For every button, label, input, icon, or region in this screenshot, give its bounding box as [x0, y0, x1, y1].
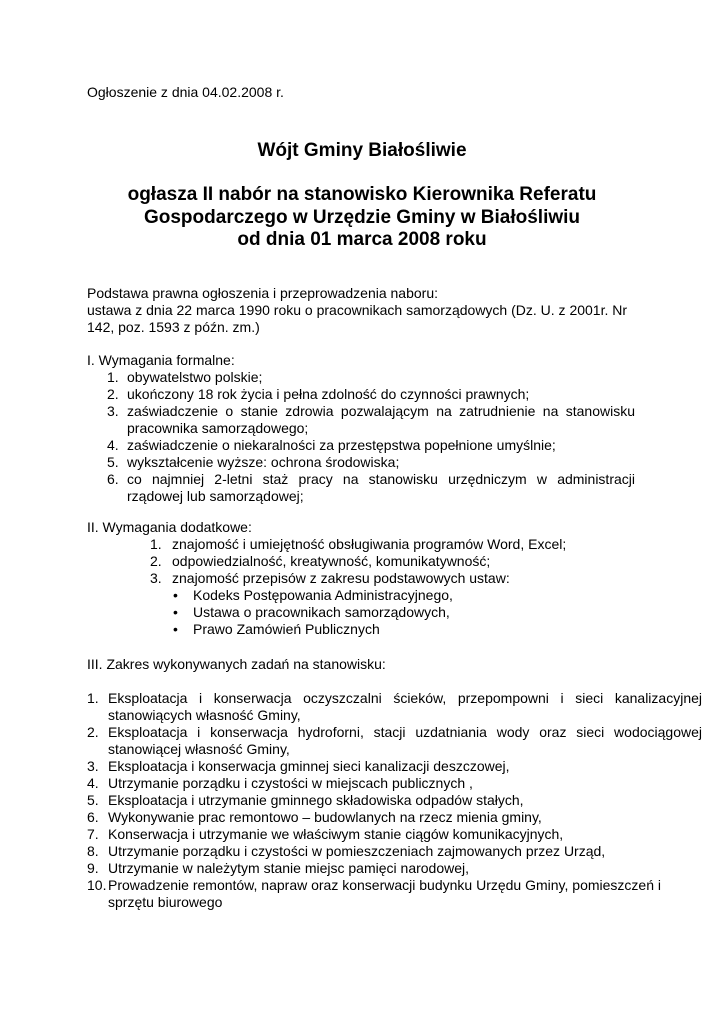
list-number: 1.: [107, 369, 119, 385]
list-item-text: odpowiedzialność, kreatywność, komunikatywność;: [172, 553, 491, 569]
list-number: 8.: [87, 843, 99, 859]
list-number: 3.: [87, 758, 99, 774]
list-item-text: znajomość i umiejętność obsługiwania programów Word, Excel;: [172, 536, 567, 552]
list-item-text: co najmniej 2-letni staż pracy na stanowisku urzędniczym w administracji rządowej lub samorządowej;: [127, 471, 635, 504]
list-number: 2.: [107, 386, 119, 402]
announcement-date: Ogłoszenie z dnia 04.02.2008 r.: [87, 84, 284, 100]
list-item: [87, 860, 702, 877]
bullet-icon: •: [173, 621, 178, 637]
list-number: 7.: [87, 826, 99, 842]
list-item: [87, 553, 635, 570]
bullet-item-text: Kodeks Postępowania Administracyjnego,: [193, 587, 453, 603]
job-duties-list: [87, 690, 702, 911]
list-item: [87, 570, 635, 587]
document-subtitle: [60, 184, 664, 252]
list-number: 4.: [87, 775, 99, 791]
list-item: [87, 877, 702, 911]
list-number: 2.: [150, 553, 162, 569]
list-number: 3.: [107, 403, 119, 419]
bullet-icon: •: [173, 587, 178, 603]
list-item-text: znajomość przepisów z zakresu podstawowych ustaw:: [172, 570, 510, 586]
list-item-text: Eksploatacja i utrzymanie gminnego składowiska odpadów stałych,: [108, 792, 524, 808]
legal-basis: [87, 285, 635, 336]
list-number: 9.: [87, 860, 99, 876]
list-item-text: Eksploatacja i konserwacja oczyszczalni ścieków, przepompowni i sieci kanalizacyjnej stanowiących własność Gminy,: [108, 690, 702, 723]
list-number: 1.: [150, 536, 162, 552]
section-heading: I. Wymagania formalne:: [87, 352, 235, 368]
list-item: [87, 454, 635, 471]
section-heading: II. Wymagania dodatkowe:: [87, 519, 252, 535]
list-number: 6.: [107, 471, 119, 487]
list-number: 1.: [87, 690, 99, 706]
list-number: 10.: [87, 877, 107, 893]
list-item: [87, 536, 635, 553]
list-item: [87, 775, 702, 792]
document-title: Wójt Gminy Białośliwie: [257, 140, 467, 161]
list-item-text: obywatelstwo polskie;: [127, 369, 263, 385]
list-item: [87, 690, 702, 724]
bullet-item-text: Ustawa o pracownikach samorządowych,: [193, 604, 450, 620]
bullet-item: [87, 621, 635, 638]
bullet-item: [87, 604, 635, 621]
subtitle-line: ogłasza II nabór na stanowisko Kierownika Referatu: [127, 184, 597, 205]
list-number: 2.: [87, 724, 99, 740]
list-item-text: Eksploatacja i konserwacja hydroforni, stacji uzdatniania wody oraz sieci wodociągowej stanowiącej własność Gminy,: [108, 724, 702, 757]
list-item-text: Utrzymanie w należytym stanie miejsc pamięci narodowej,: [108, 860, 470, 876]
bullet-item: [87, 587, 635, 604]
list-item-text: Eksploatacja i konserwacja gminnej sieci kanalizacji deszczowej,: [108, 758, 510, 774]
list-item: [87, 437, 635, 454]
list-number: 5.: [107, 454, 119, 470]
list-item-text: Prowadzenie remontów, napraw oraz konserwacji budynku Urzędu Gminy, pomieszczeń i sprzętu biurowego: [108, 877, 661, 910]
statutes-bullet-list: [87, 587, 635, 638]
list-item: [87, 826, 702, 843]
list-item-text: zaświadczenie o niekaralności za przestępstwa popełnione umyślnie;: [127, 437, 556, 453]
list-item: [87, 369, 635, 386]
bullet-icon: •: [173, 604, 178, 620]
list-item-text: Wykonywanie prac remontowo – budowlanych na rzecz mienia gminy,: [108, 809, 542, 825]
list-item-text: Utrzymanie porządku i czystości w pomieszczeniach zajmowanych przez Urząd,: [108, 843, 606, 859]
section-additional-requirements: [87, 519, 635, 638]
list-item-text: Konserwacja i utrzymanie we właściwym stanie ciągów komunikacyjnych,: [108, 826, 564, 842]
subtitle-line: Gospodarczego w Urzędzie Gminy w Białośliwiu: [143, 206, 581, 228]
list-item-text: Utrzymanie porządku i czystości w miejscach publicznych ,: [108, 775, 473, 791]
list-item: [87, 809, 702, 826]
additional-requirements-list: [87, 536, 635, 587]
list-item: [87, 792, 702, 809]
list-number: 4.: [107, 437, 119, 453]
section-job-duties: [87, 656, 702, 911]
section-heading: III. Zakres wykonywanych zadań na stanowisku:: [87, 656, 386, 672]
list-item: [87, 471, 635, 505]
list-item-text: wykształcenie wyższe: ochrona środowiska;: [127, 454, 400, 470]
bullet-item-text: Prawo Zamówień Publicznych: [193, 621, 380, 637]
legal-basis-text: ustawa z dnia 22 marca 1990 roku o pracownikach samorządowych (Dz. U. z 2001r. Nr 142, poz. 1593 z późn. zm.): [87, 302, 628, 335]
list-number: 6.: [87, 809, 99, 825]
list-item: [87, 403, 635, 437]
list-item: [87, 386, 635, 403]
list-item-text: zaświadczenie o stanie zdrowia pozwalającym na zatrudnienie na stanowisku pracownika samorządowego;: [127, 403, 635, 436]
list-item: [87, 758, 702, 775]
list-item-text: ukończony 18 rok życia i pełna zdolność do czynności prawnych;: [127, 386, 530, 402]
legal-basis-heading: Podstawa prawna ogłoszenia i przeprowadzenia naboru:: [87, 285, 438, 301]
list-item: [87, 843, 702, 860]
section-formal-requirements: [87, 352, 635, 505]
list-item: [87, 724, 702, 758]
list-number: 3.: [150, 570, 162, 586]
subtitle-line: od dnia 01 marca 2008 roku: [237, 229, 487, 250]
list-number: 5.: [87, 792, 99, 808]
formal-requirements-list: [87, 369, 635, 505]
